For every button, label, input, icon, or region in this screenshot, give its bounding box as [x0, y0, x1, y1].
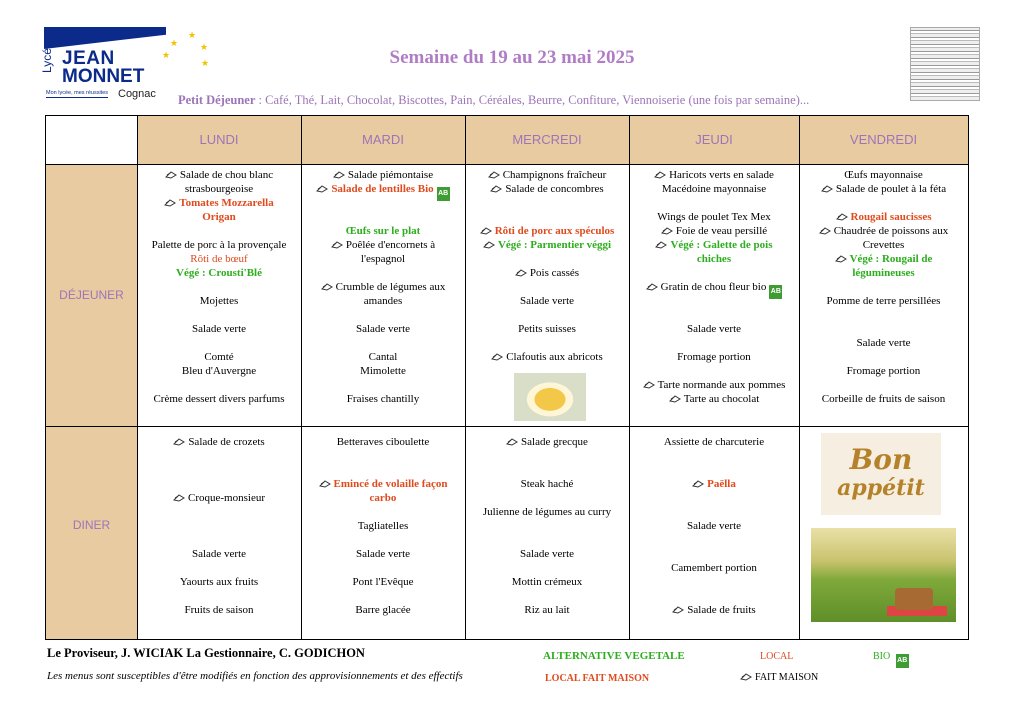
menu-item-text: Salade de chou blanc — [179, 169, 274, 181]
menu-item-text: Fromage portion — [846, 365, 921, 377]
menu-item-text: Mimolette — [360, 365, 406, 377]
bon-appetit-image — [821, 433, 941, 515]
bio-badge-icon: AB — [437, 187, 450, 201]
fait-maison-icon — [643, 380, 655, 389]
menu-item-text: Chaudrée de poissons aux — [833, 225, 949, 237]
menu-item — [465, 294, 629, 308]
menu-item — [629, 168, 799, 182]
menu-item — [137, 575, 301, 589]
menu-item — [137, 603, 301, 617]
menu-item-text: Salade de poulet à la féta — [835, 183, 947, 195]
fait-maison-icon — [488, 170, 500, 179]
menu-item — [629, 182, 799, 196]
menu-item-text: Rôti de porc aux spéculos — [494, 225, 615, 237]
menu-item-text: Salade verte — [519, 548, 575, 560]
menu-item — [301, 350, 465, 364]
menu-item-text: Salade verte — [355, 548, 411, 560]
menu-item-text: Tomates Mozzarella — [179, 197, 274, 209]
breakfast-line — [178, 93, 809, 108]
menu-item-text: amandes — [363, 295, 403, 307]
fait-maison-icon — [331, 240, 343, 249]
menu-item — [137, 547, 301, 561]
menu-item — [465, 505, 629, 519]
picnic-basket — [895, 588, 933, 610]
star-icon: ★ — [201, 58, 210, 68]
day-header-mardi: MARDI — [362, 132, 404, 147]
menu-item — [799, 224, 968, 238]
logo-monnet: MONNET — [62, 66, 145, 87]
menu-item — [465, 238, 629, 252]
fait-maison-icon — [319, 479, 331, 488]
menu-item-text: Crevettes — [862, 239, 905, 251]
menu-item-text: Steak haché — [520, 478, 574, 490]
menu-item — [465, 266, 629, 280]
bio-badge-icon: AB — [769, 285, 782, 299]
logo-city: Cognac — [118, 88, 156, 100]
menu-item-text: chiches — [696, 253, 732, 265]
menu-item — [137, 491, 301, 505]
fait-maison-icon — [836, 212, 848, 221]
menu-item — [629, 252, 799, 266]
picnic-photo — [811, 528, 956, 622]
menu-item — [799, 252, 968, 266]
fait-maison-icon — [506, 437, 518, 446]
menu-item-text: Végé : Rougail de — [849, 253, 933, 265]
menu-item-text: Crumble de légumes aux — [335, 281, 446, 293]
legend-vegetarian: ALTERNATIVE VEGETALE — [543, 650, 685, 662]
fait-maison-icon — [480, 226, 492, 235]
menu-item — [799, 364, 968, 378]
menu-item — [629, 392, 799, 406]
menu-item-text: Mojettes — [199, 295, 239, 307]
menu-item-text: Haricots verts en salade — [669, 169, 774, 181]
menu-item-text: Emincé de volaille façon — [333, 478, 448, 490]
menu-item-text: Cantal — [368, 351, 398, 363]
menu-item — [465, 435, 629, 449]
menu-item-text: Foie de veau persillé — [675, 225, 768, 237]
menu-item — [799, 294, 968, 308]
disclaimer-note: Les menus sont susceptibles d'être modifiés en fonction des approvisionnements et des effectifs — [47, 670, 463, 682]
menu-item-text: Végé : Crousti'Blé — [176, 267, 262, 279]
menu-item-text: Julienne de légumes au curry — [482, 506, 612, 518]
logo-underline — [46, 97, 108, 98]
menu-item-text: Salade verte — [355, 323, 411, 335]
menu-item-text: Betteraves ciboulette — [336, 436, 430, 448]
menu-item-text: Salade verte — [686, 323, 742, 335]
menu-item — [137, 168, 301, 182]
menu-item-text: Tarte au chocolat — [683, 393, 760, 405]
bon-appetit-line2: appétit — [837, 475, 925, 501]
menu-item — [137, 196, 301, 210]
menu-item — [301, 364, 465, 378]
menu-item — [301, 392, 465, 406]
menu-item-text: Tagliatelles — [357, 520, 409, 532]
menu-item-text: Barre glacée — [355, 604, 411, 616]
bio-badge-icon: AB — [896, 654, 909, 668]
menu-item-text: Macédoine mayonnaise — [661, 183, 767, 195]
menu-item — [137, 350, 301, 364]
star-icon: ★ — [170, 38, 179, 48]
menu-item — [629, 603, 799, 617]
menu-item-text: Origan — [202, 211, 236, 223]
menu-item — [301, 603, 465, 617]
legend-fait-maison-label: FAIT MAISON — [755, 672, 819, 683]
menu-item — [799, 266, 968, 280]
fait-maison-icon — [646, 282, 658, 291]
star-icon: ★ — [188, 30, 197, 40]
menu-item-text: Wings de poulet Tex Mex — [657, 211, 771, 223]
menu-item-text: Corbeille de fruits de saison — [821, 393, 946, 405]
menu-item-text: Salade piémontaise — [347, 169, 434, 181]
row-divider — [46, 426, 968, 427]
menu-item — [629, 477, 799, 491]
day-header-lundi: LUNDI — [199, 132, 239, 147]
menu-item-text: Salade verte — [191, 323, 247, 335]
menu-item-text: Mottin crémeux — [511, 576, 583, 588]
fait-maison-icon — [654, 170, 666, 179]
menu-item-text: légumineuses — [852, 267, 915, 279]
menu-item-text: Salade verte — [191, 548, 247, 560]
fait-maison-icon — [655, 240, 667, 249]
breakfast-text: : Café, Thé, Lait, Chocolat, Biscottes, Pain, Céréales, Beurre, Confiture, Viennoiserie (une fois par semaine)... — [255, 93, 810, 107]
fait-maison-icon — [333, 170, 345, 179]
menu-item-text: Clafoutis aux abricots — [506, 351, 603, 363]
fait-maison-icon — [483, 240, 495, 249]
menu-item-text: Croque-monsieur — [188, 492, 265, 504]
menu-item — [301, 294, 465, 308]
menu-item-text: Salade grecque — [521, 436, 588, 448]
legend-local: LOCAL — [760, 651, 794, 662]
menu-item — [301, 168, 465, 182]
fait-maison-icon — [490, 184, 502, 193]
fait-maison-icon — [515, 268, 527, 277]
menu-item — [799, 336, 968, 350]
menu-item-text: Salade de concombres — [505, 183, 604, 195]
menu-item — [301, 322, 465, 336]
menu-item-text: Yaourts aux fruits — [179, 576, 259, 588]
menu-item — [629, 350, 799, 364]
fait-maison-icon — [835, 254, 847, 263]
menu-item — [301, 547, 465, 561]
menu-item-text: Salade de lentilles Bio — [331, 183, 434, 195]
menu-item-text: Paëlla — [707, 478, 736, 490]
menu-item-text: Crème dessert divers parfums — [153, 393, 285, 405]
menu-item-text: carbo — [369, 492, 397, 504]
menu-item-text: strasbourgeoise — [184, 183, 254, 195]
menu-item — [301, 491, 465, 505]
menu-item — [629, 238, 799, 252]
menu-item-text: Végé : Parmentier véggi — [497, 239, 612, 251]
bon-appetit-line1: Bon — [849, 443, 913, 476]
custard-photo — [514, 373, 586, 421]
legend-bio — [873, 651, 909, 668]
menu-item — [629, 561, 799, 575]
menu-item-text: Fraises chantilly — [346, 393, 420, 405]
fait-maison-icon — [819, 226, 831, 235]
word-cloud-image — [910, 27, 980, 101]
logo-lycee: Lycée — [40, 41, 54, 73]
menu-item — [137, 266, 301, 280]
fait-maison-icon — [173, 493, 185, 502]
meal-label-diner: DINER — [72, 518, 111, 532]
menu-item — [301, 238, 465, 252]
fait-maison-icon — [692, 479, 704, 488]
fait-maison-icon — [173, 437, 185, 446]
menu-item-text: Poêlée d'encornets à — [345, 239, 436, 251]
menu-item — [137, 294, 301, 308]
menu-item-text: Œufs mayonnaise — [844, 169, 923, 181]
fait-maison-icon — [821, 184, 833, 193]
menu-item — [629, 435, 799, 449]
fait-maison-icon — [661, 226, 673, 235]
menu-item-text: Rougail saucisses — [850, 211, 932, 223]
meal-column-background — [46, 164, 137, 639]
menu-item — [465, 322, 629, 336]
menu-item-text: Œufs sur le plat — [345, 225, 421, 237]
menu-item-text: Comté — [204, 351, 234, 363]
menu-item — [137, 435, 301, 449]
fait-maison-icon — [669, 394, 681, 403]
menu-item — [137, 392, 301, 406]
menu-item — [301, 182, 465, 201]
menu-item — [629, 210, 799, 224]
page-title: Semaine du 19 au 23 mai 2025 — [389, 47, 635, 68]
menu-item-text: Champignons fraîcheur — [502, 169, 607, 181]
menu-item — [465, 168, 629, 182]
menu-item — [301, 435, 465, 449]
menu-item — [465, 224, 629, 238]
menu-item — [137, 182, 301, 196]
menu-item — [301, 224, 465, 238]
menu-item-text: Fromage portion — [677, 351, 751, 363]
fait-maison-icon — [491, 352, 503, 361]
menu-item-text: Pont l'Evêque — [352, 576, 414, 588]
logo-banner — [44, 27, 166, 49]
menu-item-text: Rôti de bœuf — [190, 253, 248, 265]
menu-item-text: Salade de crozets — [188, 436, 265, 448]
menu-item-text: Salade de fruits — [687, 604, 756, 616]
menu-item — [629, 519, 799, 533]
menu-item — [465, 547, 629, 561]
menu-item-text: Gratin de chou fleur bio — [660, 281, 767, 293]
fait-maison-icon — [321, 282, 333, 291]
legend-local-fait-maison: LOCAL FAIT MAISON — [545, 673, 650, 684]
menu-item-text: l'espagnol — [360, 253, 406, 265]
menu-item-text: Végé : Galette de pois — [670, 239, 773, 251]
menu-item — [465, 350, 629, 364]
day-header-mercredi: MERCREDI — [512, 132, 582, 147]
menu-item — [465, 182, 629, 196]
menu-item — [137, 322, 301, 336]
star-icon: ★ — [162, 50, 171, 60]
star-icon: ★ — [200, 42, 209, 52]
fait-maison-icon — [316, 184, 328, 193]
menu-item — [799, 238, 968, 252]
legend-bio-label: BIO — [873, 651, 891, 662]
menu-item-text: Bleu d'Auvergne — [181, 365, 257, 377]
menu-item — [629, 280, 799, 299]
menu-item — [301, 477, 465, 491]
menu-item — [629, 322, 799, 336]
menu-item — [137, 238, 301, 252]
menu-item — [799, 392, 968, 406]
menu-item — [629, 378, 799, 392]
menu-item-text: Assiette de charcuterie — [663, 436, 765, 448]
legend-fait-maison — [740, 672, 818, 683]
menu-item — [465, 477, 629, 491]
fait-maison-icon — [165, 170, 177, 179]
menu-item — [137, 210, 301, 224]
fait-maison-icon — [672, 605, 684, 614]
menu-item — [799, 182, 968, 196]
menu-item-text: Camembert portion — [671, 562, 757, 574]
row-divider — [46, 164, 968, 165]
menu-item-text: Tarte normande aux pommes — [657, 379, 786, 391]
menu-item-text: Riz au lait — [524, 604, 570, 616]
breakfast-label: Petit Déjeuner — [178, 93, 256, 107]
menu-item — [465, 575, 629, 589]
menu-item-text: Salade verte — [686, 520, 742, 532]
menu-item — [137, 364, 301, 378]
menu-item — [301, 575, 465, 589]
meal-label-dejeuner: DÉJEUNER — [59, 288, 124, 302]
menu-item-text: Fruits de saison — [184, 604, 254, 616]
menu-item — [301, 519, 465, 533]
menu-item — [465, 603, 629, 617]
menu-item-text: Salade verte — [519, 295, 575, 307]
fait-maison-icon — [740, 672, 752, 681]
menu-item-text: Petits suisses — [518, 323, 576, 335]
day-header-vendredi: VENDREDI — [849, 132, 918, 147]
menu-item — [799, 210, 968, 224]
menu-item — [301, 280, 465, 294]
menu-item — [799, 168, 968, 182]
logo-jean: JEAN — [62, 48, 115, 69]
menu-item-text: Salade verte — [856, 337, 911, 349]
menu-item — [629, 224, 799, 238]
menu-item — [137, 252, 301, 266]
menu-item — [301, 252, 465, 266]
signatures: Le Proviseur, J. WICIAK La Gestionnaire, C. GODICHON — [47, 646, 365, 660]
menu-item-text: Palette de porc à la provençale — [151, 239, 287, 251]
menu-item-text: Pois cassés — [529, 267, 580, 279]
day-header-jeudi: JEUDI — [695, 132, 733, 147]
menu-item-text: Pomme de terre persillées — [826, 295, 941, 307]
logo-tagline: Mon lycée, mes réussites — [46, 90, 109, 96]
fait-maison-icon — [164, 198, 176, 207]
